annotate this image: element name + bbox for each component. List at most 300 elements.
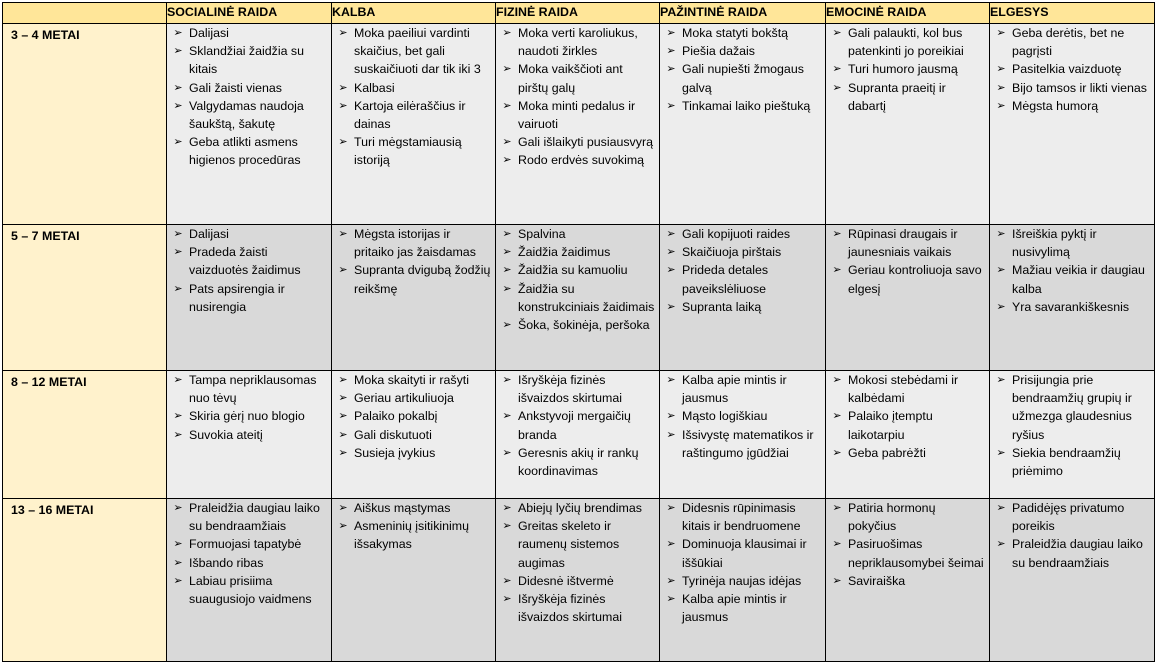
list-item (660, 42, 825, 60)
list-item (332, 97, 495, 133)
list-item-text: Išreiškia pyktį ir nusivylimą (1012, 227, 1097, 260)
list-item (167, 133, 331, 169)
list-item-text: Greitas skeleto ir raumenų sistemos augimas (518, 519, 620, 570)
list-item-text: Spalvina (518, 227, 566, 241)
list-item-text: Išryškėja fizinės išvaizdos skirtumai (518, 592, 622, 625)
list-item (660, 225, 825, 243)
list-item-text: Išsivystę matematikos ir raštingumo įgūdžiai (682, 427, 814, 460)
arrow-bullet-icon: ➢ (996, 300, 1006, 313)
arrow-bullet-icon: ➢ (338, 99, 348, 112)
arrow-bullet-icon: ➢ (832, 27, 842, 39)
list-item (167, 499, 331, 535)
list-item (332, 499, 495, 517)
arrow-bullet-icon: ➢ (996, 446, 1006, 459)
cell-cognitive (660, 371, 826, 499)
list-item-text: Mėgsta istorijas ir pritaiko jas žaisdamas (354, 227, 476, 260)
bullet-list (496, 24, 659, 170)
cell-behavior (990, 499, 1155, 662)
list-item-text: Supranta praeitį ir dabartį (848, 80, 946, 113)
arrow-bullet-icon: ➢ (996, 27, 1006, 39)
arrow-bullet-icon: ➢ (996, 264, 1006, 277)
list-item (167, 554, 331, 572)
bullet-list (826, 24, 989, 115)
cell-emotional (826, 371, 990, 499)
list-item-text: Gali išlaikyti pusiausvyrą (518, 135, 653, 150)
arrow-bullet-icon: ➢ (173, 574, 183, 587)
arrow-bullet-icon: ➢ (996, 538, 1006, 551)
arrow-bullet-icon: ➢ (832, 502, 842, 514)
cell-language (332, 371, 496, 499)
list-item-text: Dalijasi (189, 227, 229, 241)
header-emotional: EMOCINĖ RAIDA (826, 3, 990, 24)
list-item-text: Saviraiška (848, 573, 906, 588)
list-item (332, 24, 495, 79)
arrow-bullet-icon: ➢ (338, 374, 348, 386)
list-item-text: Pasiruošimas nepriklausomybei šeimai (848, 537, 984, 570)
arrow-bullet-icon: ➢ (832, 374, 842, 386)
table-row (3, 24, 1155, 225)
cell-social (167, 371, 332, 499)
list-item-text: Susieja įvykius (354, 445, 436, 460)
list-item (496, 280, 659, 316)
list-item (826, 225, 989, 261)
arrow-bullet-icon: ➢ (832, 574, 842, 587)
list-item (660, 60, 825, 96)
arrow-bullet-icon: ➢ (666, 246, 676, 259)
bullet-list (826, 225, 989, 298)
list-item-text: Bijo tamsos ir likti vienas (1012, 80, 1147, 95)
list-item-text: Dalijasi (189, 26, 229, 40)
age-group-label: 8 – 12 METAI (3, 371, 167, 499)
arrow-bullet-icon: ➢ (996, 502, 1006, 514)
table-body (3, 24, 1155, 662)
cell-social (167, 225, 332, 371)
bullet-list (990, 24, 1154, 115)
list-item (660, 298, 825, 316)
list-item (167, 407, 331, 425)
arrow-bullet-icon: ➢ (832, 538, 842, 551)
arrow-bullet-icon: ➢ (502, 282, 512, 295)
list-item (660, 243, 825, 261)
arrow-bullet-icon: ➢ (502, 154, 512, 167)
list-item (496, 151, 659, 169)
list-item (496, 97, 659, 133)
arrow-bullet-icon: ➢ (666, 63, 676, 76)
list-item-text: Turi mėgstamiausią istoriją (354, 135, 462, 168)
age-group-label: 3 – 4 METAI (3, 24, 167, 225)
list-item-text: Pats apsirengia ir nusirengia (189, 281, 285, 314)
list-item-text: Geba pabrėžti (848, 445, 926, 460)
cell-social (167, 499, 332, 662)
bullet-list (496, 371, 659, 480)
list-item (990, 24, 1154, 60)
list-item-text: Dominuoja klausimai ir iššūkiai (682, 537, 807, 570)
list-item-text: Moka paeiliui vardinti skaičius, bet gali suskaičiuoti dar tik iki 3 (354, 26, 481, 77)
arrow-bullet-icon: ➢ (173, 410, 183, 423)
list-item (660, 24, 825, 42)
arrow-bullet-icon: ➢ (502, 27, 512, 39)
list-item-text: Moka skaityti ir rašyti (354, 373, 469, 387)
arrow-bullet-icon: ➢ (502, 99, 512, 112)
list-item (660, 572, 825, 590)
arrow-bullet-icon: ➢ (338, 136, 348, 149)
list-item-text: Prisijungia prie bendraamžių grupių ir užmezga glaudesnius ryšius (1012, 373, 1132, 442)
list-item-text: Tinkamai laiko pieštuką (682, 98, 811, 113)
list-item-text: Moka minti pedalus ir vairuoti (518, 98, 636, 132)
bullet-list (660, 499, 825, 626)
bullet-list (826, 499, 989, 590)
bullet-list (167, 225, 331, 316)
arrow-bullet-icon: ➢ (173, 556, 183, 569)
list-item (826, 407, 989, 443)
list-item (826, 24, 989, 60)
list-item-text: Didesnis rūpinimasis kitais ir bendruomene (682, 501, 801, 534)
table-row (3, 499, 1155, 662)
bullet-list (496, 225, 659, 334)
list-item-text: Ankstyvoji mergaičių branda (518, 409, 631, 442)
arrow-bullet-icon: ➢ (173, 27, 183, 39)
list-item (826, 371, 989, 407)
cell-behavior (990, 24, 1155, 225)
header-corner (3, 3, 167, 24)
arrow-bullet-icon: ➢ (502, 446, 512, 459)
list-item (990, 298, 1154, 316)
list-item (332, 426, 495, 444)
list-item (660, 261, 825, 297)
arrow-bullet-icon: ➢ (832, 228, 842, 240)
arrow-bullet-icon: ➢ (338, 27, 348, 39)
arrow-bullet-icon: ➢ (996, 99, 1006, 112)
list-item-text: Turi humoro jausmą (848, 62, 958, 77)
list-item-text: Pasitelkia vaizduotę (1012, 62, 1122, 77)
arrow-bullet-icon: ➢ (173, 502, 183, 514)
table-row (3, 225, 1155, 371)
list-item (496, 133, 659, 151)
arrow-bullet-icon: ➢ (173, 374, 183, 386)
bullet-list (332, 499, 495, 554)
arrow-bullet-icon: ➢ (502, 374, 512, 386)
list-item (990, 261, 1154, 297)
list-item (660, 371, 825, 407)
arrow-bullet-icon: ➢ (666, 538, 676, 551)
arrow-bullet-icon: ➢ (996, 81, 1006, 94)
list-item (496, 407, 659, 443)
arrow-bullet-icon: ➢ (502, 520, 512, 533)
arrow-bullet-icon: ➢ (502, 574, 512, 587)
list-item (167, 572, 331, 608)
header-cognitive: PAŽINTINĖ RAIDA (660, 3, 826, 24)
list-item (167, 426, 331, 444)
list-item (167, 371, 331, 407)
arrow-bullet-icon: ➢ (666, 99, 676, 112)
arrow-bullet-icon: ➢ (666, 45, 676, 58)
table-header (3, 3, 1155, 24)
list-item-text: Geriau artikuliuoja (354, 391, 454, 406)
list-item-text: Skiria gėrį nuo blogio (189, 409, 305, 424)
arrow-bullet-icon: ➢ (338, 81, 348, 94)
list-item-text: Geresnis akių ir rankų koordinavimas (518, 445, 639, 479)
list-item (990, 97, 1154, 115)
arrow-bullet-icon: ➢ (832, 81, 842, 94)
list-item (660, 499, 825, 535)
cell-emotional (826, 225, 990, 371)
arrow-bullet-icon: ➢ (666, 574, 676, 587)
arrow-bullet-icon: ➢ (996, 228, 1006, 240)
arrow-bullet-icon: ➢ (502, 410, 512, 423)
header-physical: FIZINĖ RAIDA (496, 3, 660, 24)
list-item-text: Žaidžia su konstrukciniais žaidimais (518, 281, 655, 314)
list-item-text: Siekia bendraamžių priėmimo (1012, 445, 1121, 479)
arrow-bullet-icon: ➢ (502, 502, 512, 514)
list-item (496, 60, 659, 96)
arrow-bullet-icon: ➢ (338, 428, 348, 441)
list-item (990, 535, 1154, 571)
list-item-text: Geba atlikti asmens higienos procedūras (189, 135, 301, 168)
list-item (332, 444, 495, 462)
list-item (332, 389, 495, 407)
arrow-bullet-icon: ➢ (338, 264, 348, 277)
list-item-text: Gali palaukti, kol bus patenkinti jo poreikiai (848, 26, 964, 59)
list-item (990, 225, 1154, 261)
list-item-text: Gali nupiešti žmogaus galvą (682, 62, 804, 95)
list-item (990, 60, 1154, 78)
list-item (167, 535, 331, 553)
cell-emotional (826, 24, 990, 225)
list-item-text: Geriau kontroliuoja savo elgesį (848, 263, 982, 296)
arrow-bullet-icon: ➢ (666, 27, 676, 39)
list-item (332, 79, 495, 97)
list-item-text: Prideda detales paveikslėliuose (682, 263, 769, 296)
list-item (826, 499, 989, 535)
list-item-text: Moka vaikščioti ant pirštų galų (518, 62, 623, 95)
bullet-list (660, 371, 825, 462)
list-item-text: Palaiko įtemptu laikotarpiu (848, 409, 933, 442)
header-social: SOCIALINĖ RAIDA (167, 3, 332, 24)
arrow-bullet-icon: ➢ (666, 264, 676, 277)
bullet-list (990, 225, 1154, 316)
cell-emotional (826, 499, 990, 662)
list-item (332, 133, 495, 169)
arrow-bullet-icon: ➢ (832, 63, 842, 76)
list-item-text: Rodo erdvės suvokimą (518, 153, 645, 168)
list-item-text: Valgydamas naudoja šaukštą, šakutę (189, 98, 304, 132)
list-item-text: Patiria hormonų pokyčius (848, 501, 936, 534)
header-behavior: ELGESYS (990, 3, 1155, 24)
arrow-bullet-icon: ➢ (173, 45, 183, 58)
cell-cognitive (660, 499, 826, 662)
development-table (2, 2, 1155, 662)
bullet-list (660, 225, 825, 316)
list-item (496, 499, 659, 517)
list-item-text: Supranta dvigubą žodžių reikšmę (354, 263, 491, 296)
cell-language (332, 24, 496, 225)
list-item (826, 60, 989, 78)
arrow-bullet-icon: ➢ (502, 228, 512, 240)
header-language: KALBA (332, 3, 496, 24)
arrow-bullet-icon: ➢ (502, 264, 512, 277)
list-item (332, 517, 495, 553)
list-item-text: Rūpinasi draugais ir jaunesniais vaikais (848, 227, 958, 260)
list-item-text: Tyrinėja naujas idėjas (682, 573, 802, 588)
arrow-bullet-icon: ➢ (666, 593, 676, 606)
arrow-bullet-icon: ➢ (173, 99, 183, 112)
arrow-bullet-icon: ➢ (502, 136, 512, 149)
list-item (660, 97, 825, 115)
arrow-bullet-icon: ➢ (666, 502, 676, 514)
arrow-bullet-icon: ➢ (502, 63, 512, 76)
list-item (496, 261, 659, 279)
cell-cognitive (660, 24, 826, 225)
list-item-text: Padidėjęs privatumo poreikis (1012, 501, 1125, 534)
arrow-bullet-icon: ➢ (173, 228, 183, 240)
cell-language (332, 499, 496, 662)
list-item (496, 24, 659, 60)
cell-physical (496, 24, 660, 225)
arrow-bullet-icon: ➢ (173, 538, 183, 551)
list-item (167, 280, 331, 316)
cell-physical (496, 225, 660, 371)
cell-social (167, 24, 332, 225)
cell-cognitive (660, 225, 826, 371)
arrow-bullet-icon: ➢ (832, 264, 842, 277)
list-item-text: Išbando ribas (189, 555, 264, 570)
list-item (826, 261, 989, 297)
list-item (990, 371, 1154, 444)
cell-behavior (990, 371, 1155, 499)
list-item-text: Praleidžia daugiau laiko su bendraamžiais (189, 501, 320, 534)
arrow-bullet-icon: ➢ (502, 246, 512, 259)
list-item-text: Sklandžiai žaidžia su kitais (189, 44, 305, 77)
list-item-text: Yra savarankiškesnis (1012, 299, 1130, 314)
list-item-text: Moka statyti bokštą (682, 26, 789, 40)
arrow-bullet-icon: ➢ (666, 374, 676, 386)
list-item (167, 243, 331, 279)
list-item (496, 316, 659, 334)
arrow-bullet-icon: ➢ (173, 81, 183, 94)
list-item-text: Išryškėja fizinės išvaizdos skirtumai (518, 373, 622, 406)
list-item-text: Kalba apie mintis ir jausmus (682, 373, 787, 406)
list-item (332, 407, 495, 425)
list-item-text: Žaidžia žaidimus (518, 245, 611, 260)
list-item-text: Kalbasi (354, 80, 395, 95)
bullet-list (332, 371, 495, 462)
list-item-text: Geba derėtis, bet ne pagrįsti (1012, 26, 1125, 59)
bullet-list (332, 225, 495, 298)
list-item-text: Žaidžia su kamuoliu (518, 263, 628, 278)
list-item (167, 24, 331, 42)
list-item-text: Pradeda žaisti vaizduotės žaidimus (189, 245, 301, 278)
bullet-list (332, 24, 495, 170)
list-item (332, 261, 495, 297)
list-item (496, 517, 659, 572)
arrow-bullet-icon: ➢ (666, 300, 676, 313)
list-item-text: Palaiko pokalbį (354, 409, 438, 424)
list-item-text: Abiejų lyčių brendimas (518, 501, 642, 515)
list-item-text: Gali diskutuoti (354, 427, 432, 442)
arrow-bullet-icon: ➢ (338, 228, 348, 240)
list-item (990, 79, 1154, 97)
list-item (990, 444, 1154, 480)
cell-language (332, 225, 496, 371)
arrow-bullet-icon: ➢ (996, 374, 1006, 386)
arrow-bullet-icon: ➢ (832, 410, 842, 423)
bullet-list (826, 371, 989, 462)
list-item-text: Gali žaisti vienas (189, 80, 282, 95)
arrow-bullet-icon: ➢ (338, 502, 348, 514)
list-item-text: Skaičiuoja pirštais (682, 245, 782, 260)
list-item-text: Šoka, šokinėja, peršoka (518, 318, 650, 333)
list-item-text: Supranta laiką (682, 299, 762, 314)
header-row (3, 3, 1155, 24)
list-item-text: Labiau prisiima suaugusiojo vaidmens (189, 573, 312, 607)
age-group-label: 13 – 16 METAI (3, 499, 167, 662)
list-item (660, 407, 825, 425)
list-item-text: Moka verti karoliukus, naudoti žirkles (518, 26, 638, 59)
cell-physical (496, 499, 660, 662)
arrow-bullet-icon: ➢ (338, 520, 348, 533)
list-item-text: Gali kopijuoti raides (682, 227, 791, 241)
list-item (660, 426, 825, 462)
arrow-bullet-icon: ➢ (338, 446, 348, 459)
arrow-bullet-icon: ➢ (502, 593, 512, 606)
list-item (826, 444, 989, 462)
arrow-bullet-icon: ➢ (832, 446, 842, 459)
list-item (167, 42, 331, 78)
list-item-text: Formuojasi tapatybė (189, 537, 302, 552)
cell-behavior (990, 225, 1155, 371)
list-item (496, 371, 659, 407)
arrow-bullet-icon: ➢ (666, 410, 676, 423)
list-item-text: Tampa nepriklausomas nuo tėvų (189, 373, 317, 406)
list-item-text: Praleidžia daugiau laiko su bendraamžiais (1012, 537, 1143, 570)
arrow-bullet-icon: ➢ (173, 428, 183, 441)
list-item (496, 243, 659, 261)
list-item-text: Aiškus mąstymas (354, 501, 451, 515)
list-item (826, 79, 989, 115)
list-item (167, 225, 331, 243)
bullet-list (167, 24, 331, 170)
list-item-text: Mėgsta humorą (1012, 98, 1099, 113)
cell-physical (496, 371, 660, 499)
list-item (496, 572, 659, 590)
list-item-text: Suvokia ateitį (189, 427, 263, 442)
list-item (826, 535, 989, 571)
bullet-list (496, 499, 659, 626)
arrow-bullet-icon: ➢ (173, 136, 183, 149)
list-item (826, 572, 989, 590)
list-item-text: Kartoja eilėraščius ir dainas (354, 98, 466, 132)
age-group-label: 5 – 7 METAI (3, 225, 167, 371)
list-item-text: Didesnė ištvermė (518, 573, 614, 588)
list-item (496, 225, 659, 243)
list-item (332, 225, 495, 261)
arrow-bullet-icon: ➢ (338, 392, 348, 405)
arrow-bullet-icon: ➢ (666, 428, 676, 441)
list-item (167, 79, 331, 97)
list-item-text: Mąsto logiškiau (682, 409, 768, 424)
arrow-bullet-icon: ➢ (173, 246, 183, 259)
bullet-list (167, 371, 331, 444)
table-row (3, 371, 1155, 499)
arrow-bullet-icon: ➢ (666, 228, 676, 240)
list-item (167, 97, 331, 133)
list-item (332, 371, 495, 389)
list-item-text: Asmeninių įsitikinimų išsakymas (354, 519, 469, 552)
arrow-bullet-icon: ➢ (502, 319, 512, 332)
list-item-text: Kalba apie mintis ir jausmus (682, 592, 787, 625)
list-item-text: Mažiau veikia ir daugiau kalba (1012, 263, 1145, 296)
arrow-bullet-icon: ➢ (338, 410, 348, 423)
